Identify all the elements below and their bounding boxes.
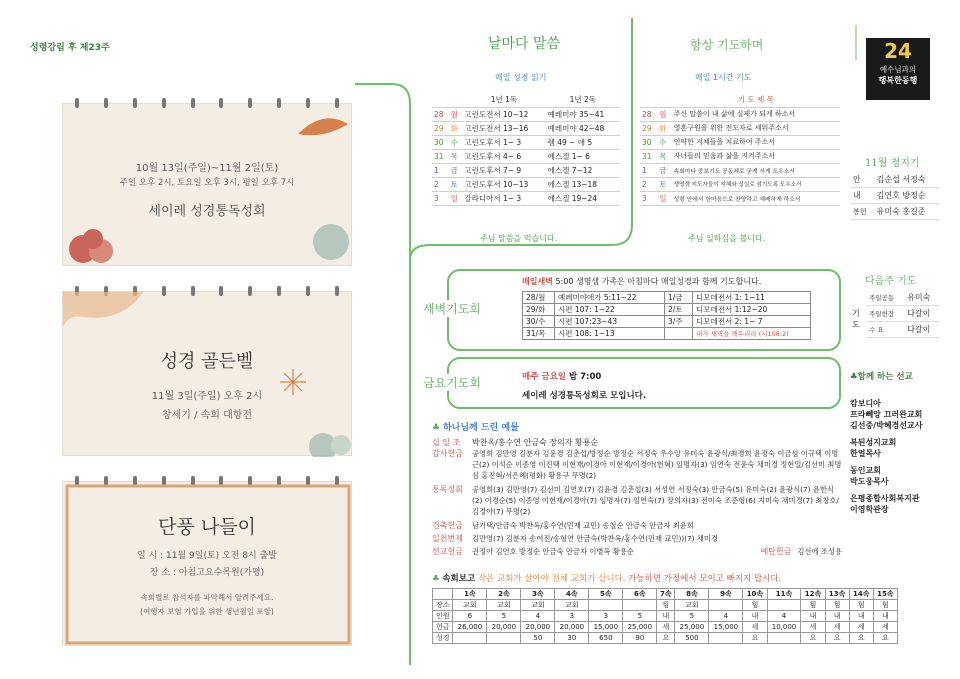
attendance-cell: 4속 — [555, 589, 589, 600]
attendance-cell: 12속 — [801, 589, 825, 600]
attendance-cell: 14속 — [849, 589, 873, 600]
table-row: 3 일 갈라디아서 1~ 3 에스겔 19~24 — [432, 191, 620, 205]
binder-rings — [63, 98, 351, 108]
table-row: 30 수 연약한 지체들을 치료하여 주소서 — [640, 135, 840, 149]
attendance-cell: 650 — [589, 633, 623, 644]
attendance-cell: 8속 — [675, 589, 709, 600]
table-row: 29 화 고린도전서 13~16 예레미야 42~48 — [432, 121, 620, 135]
bible-reading-table — [432, 93, 620, 206]
attendance-cell: 1속 — [453, 589, 487, 600]
attendance-cell: 장소 — [433, 600, 453, 611]
friday-note: 세이레 성경통독성회로 모입니다. — [522, 391, 647, 401]
attendance-cell: 내 — [849, 611, 873, 622]
attendance-cell: 7속 — [657, 589, 675, 600]
card-date: 11월 3일(주일) 오후 2시 — [151, 391, 263, 402]
attendance-cell: 교회 — [555, 600, 589, 611]
decor-cloud-icon — [293, 417, 353, 457]
attendance-cell: 교회 — [487, 600, 521, 611]
attendance-cell: 6속 — [623, 589, 657, 600]
attendance-cell: 30 — [555, 633, 589, 644]
mission-list: 캄보디아 프라뻬앙 끄러완교회 김선중/박혜경선교사 복된성지교회 한얼목사 동인교회 박도웅목사 은평종합사회복지관 이영학관장 — [850, 399, 923, 514]
table-row: 31 목 고린도후서 4~ 6 에스겔 1~ 6 — [432, 149, 620, 163]
attendance-cell: 세 — [825, 622, 849, 633]
prayer-subheading: 매일 1시간 기도 — [695, 73, 752, 82]
attendance-cell: 인원 — [433, 611, 453, 622]
card-autumn-trip — [62, 481, 352, 646]
attendance-cell: 20,000 — [555, 622, 589, 633]
attendance-cell: 헌금 — [433, 622, 453, 633]
attendance-cell: 15,000 — [589, 622, 623, 633]
daily-heading: 날마다 말씀 — [488, 36, 561, 52]
tree-icon: ♣ — [432, 423, 441, 433]
attendance-cell: 내 — [801, 611, 825, 622]
table-row: 주일공동 유미숙 — [866, 290, 940, 306]
attendance-cell: 50 — [521, 633, 555, 644]
table-row: 31/목 시편 108: 1~13 내가 새벽을 깨우리라 (시108:2) — [523, 328, 811, 340]
prayer-heading: 항상 기도하며 — [690, 38, 764, 52]
attendance-cell: 20,000 — [487, 622, 521, 633]
attendance-cell: 4 — [521, 611, 555, 622]
table-row: 30/수 시편 107:23~43 3/주 디모데전서 2: 1~ 7 — [523, 316, 811, 328]
attendance-cell: 힘 — [743, 600, 767, 611]
attendance-cell: 요 — [657, 633, 675, 644]
attendance-cell: 힘 — [825, 600, 849, 611]
attendance-cell: 교회 — [521, 600, 555, 611]
attendance-cell: 90 — [623, 633, 657, 644]
table-row: 28 월 고린도전서 10~12 예레미야 35~41 — [432, 107, 620, 121]
attendance-cell — [623, 600, 657, 611]
card-title: 세이레 성경통독성회 — [148, 204, 266, 219]
table-row: 1 금 고린도후서 7~ 9 에스겔 7~12 — [432, 163, 620, 177]
card-place: 장 소 : 아침고요수목원(가평) — [149, 568, 265, 578]
decor-cloud-icon — [63, 219, 123, 267]
attendance-cell: 내 — [657, 611, 675, 622]
attendance-table — [432, 588, 898, 644]
table-row: 1 금 속회마다 중보기도 공동체로 굳게 서게 도우소서 — [640, 163, 840, 177]
dawn-intro: 매일새벽 5:00 생명샘 가족은 아침마다 매일성경과 함께 기도합니다. — [522, 277, 762, 286]
offering-row: 건축헌금 남기택/안금숙 박찬옥/홍수연(민재 교민) 송철순 안금숙 안금자 최윤희 — [432, 521, 694, 530]
table-row: 안 김순섭 서정숙 — [850, 172, 940, 188]
attendance-cell: 4 — [709, 611, 743, 622]
attendance-cell — [767, 633, 801, 644]
card-bible-reading — [62, 103, 352, 266]
table-row: 수 요 다갈이 — [866, 322, 940, 338]
card-note2: (여행자 보험 가입을 위한 생년월일 포함) — [140, 607, 274, 616]
next-prayer-table — [866, 290, 940, 338]
table-row: 주일헌장 다갈이 — [866, 306, 940, 322]
attendance-cell: 힘 — [873, 600, 897, 611]
attendance-cell: 10속 — [743, 589, 767, 600]
table-row: 28 월 주신 말씀이 내 삶에 실제가 되게 하소서 — [640, 107, 840, 121]
decor-wave-icon — [63, 292, 143, 332]
prayer-topics-table — [640, 93, 840, 206]
dawn-label: 새벽기도회 — [420, 300, 484, 317]
attendance-cell: 세 — [657, 622, 675, 633]
attendance-header: ♣ 속회보고 작은 교회가 살아야 전체 교회가 삽니다. 가능하면 가정에서 모이고 빠지지 맙시다. — [432, 574, 782, 584]
attendance-cell: 교회 — [675, 600, 709, 611]
attendance-cell — [709, 633, 743, 644]
attendance-cell: 25,000 — [623, 622, 657, 633]
offering-row: 감사헌금 공영희 김만영 김분자 김윤경 김춘섭/방정순 방정순 서정숙 우수앙 유미숙 윤광식/최경희 윤정숙 이금섬 이규택 이명근(2) 이석순 이종영 이진택 이현재/이경아 이현재/이경아(헌혁) 임명자(3) 임연숙 전윤숙 채미경 정현일/김선미 최명심 홍진혁/서은혜(평화) 황용구 무명(2) — [432, 449, 842, 480]
table-row: 2 토 생명샘 지도자들이 지혜와 성실로 섬기도록 도우소서 — [640, 177, 840, 191]
attendance-cell: 요 — [801, 633, 825, 644]
attendance-cell: 15,000 — [709, 622, 743, 633]
offering-row: 선교헌금 권정아 김연호 방정순 안금숙 안금자 이병옥 황용순 예탄헌금 김선에 조성용 — [432, 547, 842, 556]
table-row: 29/화 시편 107: 1~22 2/토 디모데전서 1:12~20 — [523, 304, 811, 316]
attendance-cell — [767, 600, 801, 611]
col-1year-2: 1년 2독 — [546, 93, 620, 107]
offering-list — [432, 437, 842, 557]
attendance-cell: 6 — [453, 611, 487, 622]
attendance-cell: 세 — [873, 622, 897, 633]
decor-blob-icon — [303, 214, 353, 264]
attendance-cell — [487, 633, 521, 644]
attendance-cell: 3 — [555, 611, 589, 622]
steward-table — [850, 172, 940, 220]
card-title: 성경 골든벨 — [160, 351, 254, 372]
attendance-cell: 교회 — [453, 600, 487, 611]
attendance-cell: 내 — [743, 611, 767, 622]
attendance-cell — [589, 600, 623, 611]
offering-row: 십 일 조 박찬옥/홍수연 안금숙 장의자 황용순 — [432, 438, 599, 447]
col-1year-1: 1년 1독 — [462, 93, 545, 107]
attendance-cell: 13속 — [825, 589, 849, 600]
attendance-cell: 25,000 — [675, 622, 709, 633]
daily-subheading: 매일 성경 읽기 — [495, 73, 547, 82]
attendance-cell: 10,000 — [767, 622, 801, 633]
attendance-cell: 3 — [589, 611, 623, 622]
table-row: 봉헌 유미숙 홍길준 — [850, 204, 940, 220]
card-title: 단풍 나들이 — [158, 516, 256, 538]
attendance-cell: 내 — [825, 611, 849, 622]
card-note: 속회별로 참석자를 파악해서 알려주세요. — [140, 593, 274, 602]
attendance-cell: 내 — [873, 611, 897, 622]
offering-row: 일천번제 김만영(7) 김분자 송여진/송형연 안금숙(박찬옥/홍수연(민재 교민))(7) 채미경 — [432, 534, 718, 543]
attendance-cell: 세 — [849, 622, 873, 633]
dawn-reading-table — [522, 291, 811, 340]
table-row: 30 수 고린도후서 1~ 3 렘 49 ~ 애 5 — [432, 135, 620, 149]
attendance-cell — [433, 589, 453, 600]
table-row: 2 토 고린도후서 10~13 에스겔 13~18 — [432, 177, 620, 191]
week-label: 성령강림 후 제23주 — [30, 43, 110, 53]
card-date: 일 시 : 11월 9일(토) 오전 8시 출발 — [137, 551, 277, 561]
attendance-cell: 9속 — [709, 589, 743, 600]
attendance-cell — [453, 633, 487, 644]
table-row: 3 일 성령 안에서 한마음으로 찬양하고 예배하게 하소서 — [640, 191, 840, 205]
attendance-cell — [709, 600, 743, 611]
attendance-cell: 15속 — [873, 589, 897, 600]
card-detail: 창세기 / 속회 대항전 — [161, 410, 253, 421]
attendance-cell: 힘 — [657, 600, 675, 611]
attendance-cell: 11속 — [767, 589, 801, 600]
attendance-cell: 500 — [675, 633, 709, 644]
attendance-cell: 3속 — [521, 589, 555, 600]
friday-label: 금요기도회 — [420, 374, 484, 391]
offering-title: ♣ 하나님께 드린 예물 — [432, 423, 519, 433]
attendance-cell: 2속 — [487, 589, 521, 600]
attendance-cell: 26,000 — [453, 622, 487, 633]
friday-time: 매주 금요일 밤 7:00 — [522, 372, 602, 382]
attendance-cell: 20,000 — [521, 622, 555, 633]
card-golden-bell — [62, 291, 352, 456]
attendance-cell: 요 — [743, 633, 767, 644]
attendance-cell: 요 — [849, 633, 873, 644]
tree-icon: ♣ — [432, 574, 440, 584]
next-prayer-heading: 다음주 기도 — [865, 276, 917, 287]
table-row: 31 목 자녀들의 믿음과 삶을 지켜주소서 — [640, 149, 840, 163]
attendance-cell: 5속 — [589, 589, 623, 600]
next-prayer-label: 기도 — [852, 309, 860, 329]
attendance-cell: 힘 — [801, 600, 825, 611]
steward-heading: 11월 청지기 — [865, 158, 920, 169]
attendance-cell: 힘 — [849, 600, 873, 611]
attendance-cell: 5 — [487, 611, 521, 622]
card-time: 주일 오후 2시, 토요일 오후 3시, 평일 오후 7시 — [119, 178, 295, 188]
table-row: 29 화 영혼구원을 위한 전도자로 세워주소서 — [640, 121, 840, 135]
decor-leaf-icon — [293, 114, 353, 144]
tree-icon: ♣ — [850, 372, 858, 382]
logo: 24 예수님과의 행복한동행 — [866, 38, 930, 100]
card-date: 10월 13일(주일)~11월 2일(토) — [135, 163, 279, 174]
daily-footer: 주님 말씀을 먹습니다. — [480, 234, 558, 243]
table-row: 내 김연호 방정순 — [850, 188, 940, 204]
col-prayer-topic: 기 도 제 목 — [672, 93, 840, 107]
table-row: 28/월 예레미야애가 5:11~22 1/금 디모데전서 1: 1~11 — [523, 292, 811, 304]
attendance-cell: 4 — [767, 611, 801, 622]
attendance-cell: 5 — [623, 611, 657, 622]
attendance-cell: 성경 — [433, 633, 453, 644]
mission-heading: ♣함께 하는 선교 — [850, 372, 913, 382]
attendance-cell: 요 — [873, 633, 897, 644]
attendance-cell: 세 — [801, 622, 825, 633]
attendance-cell: 요 — [825, 633, 849, 644]
prayer-footer: 주님 일하심을 봅니다. — [688, 234, 766, 243]
attendance-cell: 세 — [743, 622, 767, 633]
offering-row: 통독성회 공영희(3) 김만영(7) 김선미 김연호(7) 김윤경 김춘섭(3) 서성연 서정숙(3) 안금숙(5) 유미숙(2) 윤광식(7) 윤한식(2) 이경순(5) 이종영 이현재/이경아(7) 임명자(7) 임연숙(7) 장의자(3) 전미숙 조준형(6) 지미숙 채미경(7) 최창호/김경아(7) 무명(2) — [432, 485, 839, 516]
attendance-cell: 5 — [675, 611, 709, 622]
